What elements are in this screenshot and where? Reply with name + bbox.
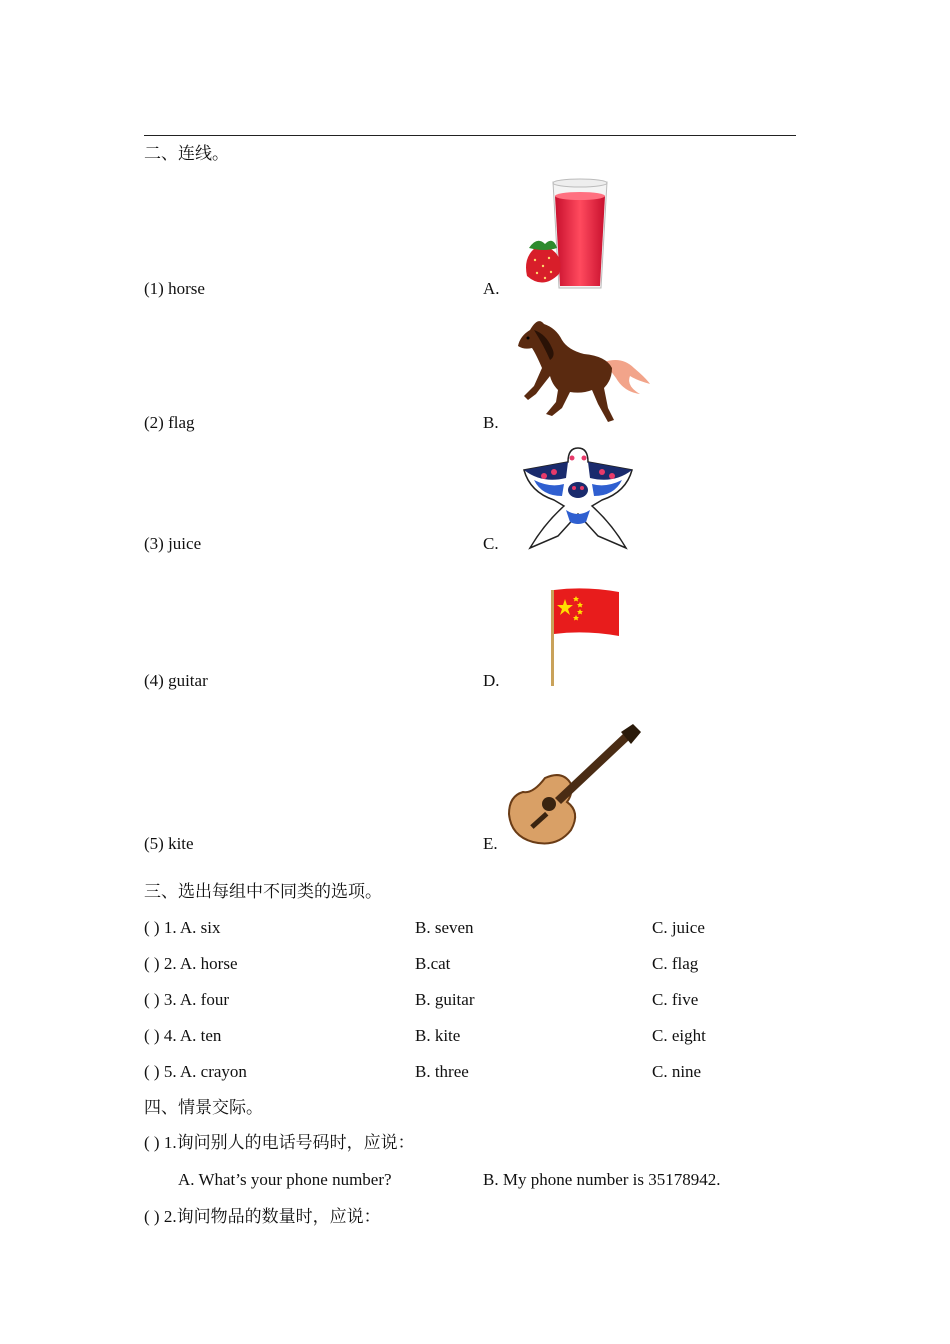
section4-heading: 四、情景交际。	[144, 1098, 263, 1117]
q3-row1-b: B. seven	[415, 918, 474, 937]
match-letter-e: E.	[483, 834, 498, 853]
match-item-2: (2) flag	[144, 413, 195, 432]
q3-row3-c: C. five	[652, 990, 699, 1009]
guitar-image	[505, 722, 643, 850]
q3-row4-b: B. kite	[415, 1026, 461, 1045]
q3-row2-a: ( ) 2. A. horse	[144, 954, 238, 973]
q3-row2-c: C. flag	[652, 954, 699, 973]
q3-row2-b: B.cat	[415, 954, 451, 973]
q3-row3-a: ( ) 3. A. four	[144, 990, 229, 1009]
match-item-3: (3) juice	[144, 534, 202, 553]
q4-option1-b: B. My phone number is 35178942.	[483, 1170, 721, 1189]
juice-image	[515, 178, 615, 296]
q3-row5-a: ( ) 5. A. crayon	[144, 1062, 247, 1081]
q3-row1-a: ( ) 1. A. six	[144, 918, 221, 937]
q3-row1-c: C. juice	[652, 918, 705, 937]
q3-row5-b: B. three	[415, 1062, 469, 1081]
match-item-4: (4) guitar	[144, 671, 208, 690]
match-letter-d: D.	[483, 671, 500, 690]
q3-row4-c: C. eight	[652, 1026, 706, 1045]
match-letter-b: B.	[483, 413, 499, 432]
q4-option1-a: A. What’s your phone number?	[178, 1170, 392, 1189]
q4-question1: ( ) 1.询问别人的电话号码时，应说：	[144, 1133, 415, 1152]
kite-image	[522, 444, 634, 552]
q3-row5-c: C. nine	[652, 1062, 702, 1081]
horse-image	[512, 316, 652, 428]
match-letter-c: C.	[483, 534, 499, 553]
top-rule	[144, 135, 796, 136]
flag-image	[545, 586, 625, 688]
section2-heading: 二、连线。	[144, 144, 229, 163]
match-item-5: (5) kite	[144, 834, 194, 853]
q3-row4-a: ( ) 4. A. ten	[144, 1026, 222, 1045]
q3-row3-b: B. guitar	[415, 990, 475, 1009]
match-item-1: (1) horse	[144, 279, 205, 298]
match-letter-a: A.	[483, 279, 500, 298]
section3-heading: 三、选出每组中不同类的选项。	[144, 882, 382, 901]
q4-question2: ( ) 2.询问物品的数量时，应说：	[144, 1207, 381, 1226]
